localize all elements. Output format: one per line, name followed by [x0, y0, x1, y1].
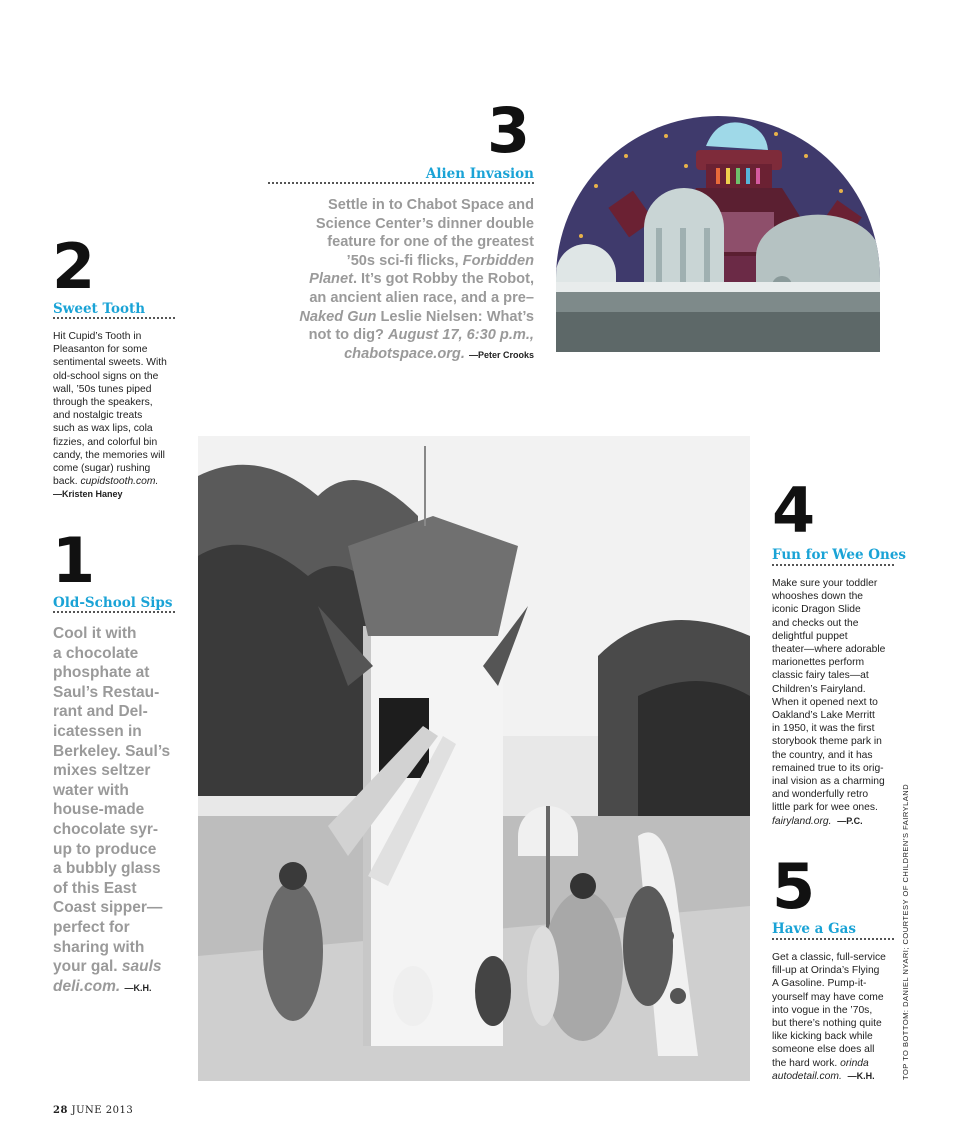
item-2-line: Hit Cupid’s Tooth in: [53, 331, 142, 342]
item-1-heading: Old-School Sips: [53, 595, 173, 611]
item-3-url[interactable]: chabotspace.org.: [344, 345, 465, 362]
item-1-line: chocolate syr-: [53, 820, 159, 838]
item-1-credit: —K.H.: [124, 982, 152, 993]
item-4-line: and checks out the: [772, 617, 859, 629]
item-1-line: a chocolate: [53, 644, 139, 662]
item-1-line: Coast sipper—: [53, 899, 163, 917]
item-3-film-title: Forbidden: [462, 252, 534, 269]
item-4-line: theater—where adorable: [772, 644, 886, 656]
item-1-line: up to produce: [53, 840, 157, 858]
item-3-film-title-3: Naked Gun: [299, 308, 377, 325]
item-4-url[interactable]: fairyland.org.: [772, 815, 832, 827]
item-1-divider: [53, 611, 175, 613]
item-1-line: rant and Del-: [53, 703, 148, 721]
item-2-text: back.: [53, 476, 78, 488]
item-2-line: through the speakers,: [53, 397, 153, 409]
item-4-body: [772, 577, 900, 828]
item-1-line: of this East: [53, 879, 137, 897]
item-4-line: inal vision as a charming: [772, 776, 885, 788]
item-4-line: marionettes perform: [772, 657, 865, 669]
fairyland-photo: [198, 436, 750, 1081]
item-4-line: whooshes down the: [772, 591, 864, 603]
item-2-line: Pleasanton for some: [53, 344, 148, 356]
item-5-line: [772, 1070, 900, 1083]
item-4-line: Make sure your toddler: [772, 578, 878, 589]
item-2-number: 2: [52, 230, 93, 303]
item-2-line: come (sugar) rushing: [53, 463, 151, 475]
item-3-body: [234, 196, 534, 364]
item-4-line: Oakland’s Lake Merritt: [772, 710, 875, 722]
item-3-line: Science Center’s dinner double: [315, 215, 534, 232]
item-4-line: Children’s Fairyland.: [772, 683, 866, 695]
item-4-line: little park for wee ones.: [772, 802, 878, 814]
item-5-url[interactable]: orinda: [840, 1057, 869, 1069]
item-5-divider: [772, 938, 894, 940]
item-1-line: [53, 957, 193, 977]
item-2-url[interactable]: cupidstooth.com.: [80, 476, 159, 488]
item-5-url-2[interactable]: autodetail.com.: [772, 1070, 842, 1082]
item-4-line: the country, and it has: [772, 749, 873, 761]
item-2-body: [53, 330, 181, 502]
item-3-film-title-2: Planet: [309, 271, 353, 288]
item-3-line: [234, 308, 534, 327]
item-3-line: [234, 270, 534, 289]
item-5-credit: —K.H.: [847, 1070, 875, 1081]
item-5-line: into vogue in the ’70s,: [772, 1004, 873, 1016]
item-1-text: your gal.: [53, 958, 118, 976]
item-4-line: classic fairy tales—at: [772, 670, 869, 682]
item-5-line: Get a classic, full-service: [772, 952, 886, 963]
item-5-line: someone else does all: [772, 1044, 875, 1056]
item-3-text: not to dig?: [308, 327, 384, 344]
item-1-line: Saul’s Restau-: [53, 683, 160, 701]
item-1-line: phosphate at: [53, 664, 150, 682]
issue-date: JUNE 2013: [71, 1105, 134, 1116]
item-1-number: 1: [52, 524, 93, 597]
item-4-line: [772, 815, 900, 828]
item-2-divider: [53, 317, 175, 319]
item-3-line: Settle in to Chabot Space and: [328, 197, 534, 213]
item-3-number: 3: [487, 94, 528, 167]
item-2-heading: Sweet Tooth: [53, 301, 146, 317]
item-2-line: [53, 475, 181, 488]
item-4-line: in 1950, it was the first: [772, 723, 875, 735]
page-number: 28: [53, 1105, 68, 1116]
item-2-line: candy, the memories will: [53, 449, 165, 461]
item-4-credit: —P.C.: [837, 815, 863, 826]
item-5-body: [772, 951, 900, 1083]
robot-illustration: [556, 116, 880, 352]
item-3-line: feature for one of the greatest: [327, 234, 534, 251]
item-2-line: such as wax lips, cola: [53, 423, 153, 435]
item-2-line: and nostalgic treats: [53, 410, 143, 422]
item-5-text: the hard work.: [772, 1057, 838, 1069]
item-1-line: Berkeley. Saul’s: [53, 742, 171, 760]
item-4-line: When it opened next to: [772, 696, 878, 708]
item-3-divider: [268, 182, 534, 184]
item-5-heading: Have a Gas: [772, 921, 856, 937]
item-4-line: and wonderfully retro: [772, 789, 869, 801]
item-5-line: fill-up at Orinda’s Flying: [772, 965, 880, 977]
item-2-credit: —Kristen Haney: [53, 489, 123, 500]
item-1-line: [53, 977, 193, 999]
item-1-line: icatessen in: [53, 722, 142, 740]
item-3-heading: Alien Invasion: [425, 166, 534, 182]
item-4-line: iconic Dragon Slide: [772, 604, 861, 616]
item-5-line: but there’s nothing quite: [772, 1018, 882, 1030]
item-1-url-2[interactable]: deli.com.: [53, 977, 121, 995]
item-2-line: fizzies, and colorful bin: [53, 436, 158, 448]
item-3-text: ’50s sci-fi flicks,: [346, 252, 459, 269]
item-3-line: [234, 252, 534, 271]
item-4-heading: Fun for Wee Ones: [772, 547, 907, 563]
item-1-line: perfect for: [53, 918, 130, 936]
item-5-number: 5: [772, 850, 813, 923]
item-3-text: . It’s got Robby the Robot,: [352, 271, 534, 288]
item-1-url[interactable]: sauls: [121, 958, 162, 976]
item-3-date: August 17, 6:30 p.m.,: [388, 327, 534, 344]
item-5-line: like kicking back while: [772, 1031, 873, 1043]
item-3-line: an ancient alien race, and a pre–: [309, 289, 534, 306]
item-4-line: storybook theme park in: [772, 736, 882, 748]
item-1-line: water with: [53, 781, 129, 799]
item-2-line: sentimental sweets. With: [53, 357, 167, 369]
item-4-line: delightful puppet: [772, 630, 848, 642]
item-2-line: old-school signs on the: [53, 370, 159, 382]
item-1-line: sharing with: [53, 938, 145, 956]
item-3-line: [234, 345, 534, 365]
item-5-line: A Gasoline. Pump-it-: [772, 978, 867, 990]
item-5-line: yourself may have come: [772, 991, 884, 1003]
item-4-line: remained true to its orig-: [772, 762, 884, 774]
item-1-line: a bubbly glass: [53, 860, 161, 878]
item-4-divider: [772, 564, 894, 566]
item-1-body: [53, 624, 193, 998]
item-1-line: house-made: [53, 801, 145, 819]
item-3-credit: —Peter Crooks: [468, 349, 534, 360]
item-1-line: mixes seltzer: [53, 762, 151, 780]
item-1-line: Cool it with: [53, 625, 137, 642]
photo-credit: TOP TO BOTTOM: DANIEL NYARI; COURTESY OF CHILDREN’S FAIRYLAND: [901, 783, 910, 1080]
folio: [53, 1105, 133, 1116]
item-3-text: Leslie Nielsen: What’s: [376, 308, 534, 325]
item-4-number: 4: [772, 474, 813, 547]
item-3-line: [234, 326, 534, 345]
item-5-line: [772, 1057, 900, 1070]
item-2-line: wall, ’50s tunes piped: [53, 383, 152, 395]
